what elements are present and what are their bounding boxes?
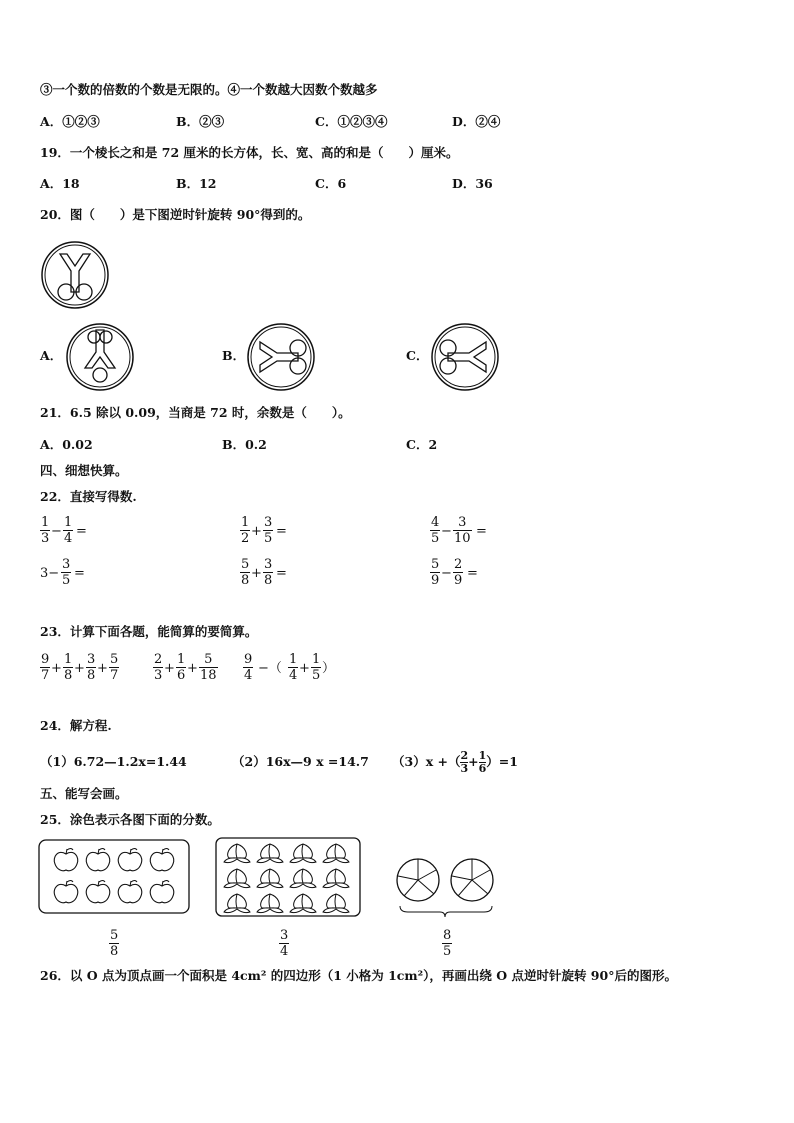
minus-sign: − bbox=[441, 566, 452, 581]
plus-sign: + bbox=[468, 754, 479, 769]
plus-sign: + bbox=[164, 661, 175, 676]
plus-sign: + bbox=[51, 661, 62, 676]
peach-icon[interactable] bbox=[290, 894, 316, 913]
q24-equation-3-suffix: ）=1 bbox=[486, 754, 518, 769]
q21-option-b[interactable]: B．0.2 bbox=[222, 437, 267, 452]
three-minus: 3− bbox=[40, 566, 60, 581]
peach-icon[interactable] bbox=[257, 894, 283, 913]
section-4-heading: 四、细想快算。 bbox=[40, 463, 128, 478]
fraction: 3 5 bbox=[264, 515, 273, 546]
peach-icon[interactable] bbox=[224, 869, 250, 888]
fraction: 1 3 bbox=[41, 515, 50, 546]
equals-sign: = bbox=[276, 524, 287, 539]
fraction: 4 5 bbox=[431, 515, 440, 546]
peach-icon[interactable] bbox=[257, 844, 283, 863]
q19-option-b[interactable]: B．12 bbox=[176, 176, 217, 191]
apple-icon[interactable] bbox=[54, 881, 78, 903]
fraction: 5 7 bbox=[110, 652, 119, 683]
q18-option-a[interactable]: A．①②③ bbox=[40, 114, 100, 129]
q20-stem: 20．图（ ）是下图逆时针旋转 90°得到的。 bbox=[40, 207, 311, 222]
q18-option-c[interactable]: C．①②③④ bbox=[315, 114, 388, 129]
q24-equation-3 bbox=[392, 746, 518, 778]
plus-sign: + bbox=[97, 661, 108, 676]
plus-sign: + bbox=[74, 661, 85, 676]
close-paren: ） bbox=[322, 661, 336, 676]
fraction: 3 8 bbox=[264, 557, 273, 588]
apple-icon[interactable] bbox=[86, 849, 110, 871]
minus-sign: − bbox=[51, 524, 62, 539]
q20-option-b-label[interactable]: B． bbox=[222, 348, 246, 363]
q20-option-a-label[interactable]: A． bbox=[40, 348, 63, 363]
equals-sign: = bbox=[467, 566, 478, 581]
q20-option-a-figure[interactable] bbox=[65, 322, 135, 392]
fraction: 1 4 bbox=[289, 652, 298, 683]
fraction: 1 5 bbox=[312, 652, 321, 683]
q24-equation-2: （2）16x—9 x =14.7 bbox=[232, 754, 369, 769]
q26-stem: 26．以 O 点为顶点画一个面积是 4cm² 的四边形（1 小格为 1cm²），再画出绕 O 点逆时针旋转 90°后的图形。 bbox=[40, 968, 677, 983]
q20-option-c-figure[interactable] bbox=[430, 322, 500, 392]
q19-option-a[interactable]: A．18 bbox=[40, 176, 80, 191]
q25-circle-pair[interactable] bbox=[396, 856, 496, 918]
peach-icon[interactable] bbox=[257, 869, 283, 888]
apple-icon[interactable] bbox=[86, 881, 110, 903]
fraction: 1 4 bbox=[64, 515, 73, 546]
equals-sign: = bbox=[76, 524, 87, 539]
q24-equation-3-prefix: （3）x +（ bbox=[392, 754, 461, 769]
peach-icon[interactable] bbox=[290, 844, 316, 863]
q25-fraction-apples: 5 8 bbox=[110, 928, 119, 959]
q22-stem: 22．直接写得数. bbox=[40, 489, 137, 504]
fraction: 1 8 bbox=[64, 652, 73, 683]
q19-stem: 19．一个棱长之和是 72 厘米的长方体，长、宽、高的和是（ ）厘米。 bbox=[40, 145, 459, 160]
peach-icon[interactable] bbox=[323, 894, 349, 913]
fraction: 1 6 bbox=[177, 652, 186, 683]
q20-option-b-figure[interactable] bbox=[246, 322, 316, 392]
fraction: 2 3 bbox=[460, 748, 469, 775]
fraction: 3 5 bbox=[62, 557, 71, 588]
fraction: 2 3 bbox=[154, 652, 163, 683]
q20-option-c-label[interactable]: C． bbox=[406, 348, 429, 363]
fraction: 1 2 bbox=[241, 515, 250, 546]
peach-icon[interactable] bbox=[224, 894, 250, 913]
fraction: 3 8 bbox=[87, 652, 96, 683]
q18-statement-tail: ③一个数的倍数的个数是无限的。④一个数越大因数个数越多 bbox=[40, 82, 378, 97]
fraction: 9 4 bbox=[244, 652, 253, 683]
equals-sign: = bbox=[476, 524, 487, 539]
q18-option-d[interactable]: D．②④ bbox=[452, 114, 501, 129]
q24-stem: 24．解方程. bbox=[40, 718, 112, 733]
apple-icon[interactable] bbox=[150, 849, 174, 871]
q25-fraction-peaches: 3 4 bbox=[280, 928, 289, 959]
minus-sign: − bbox=[441, 524, 452, 539]
peach-icon[interactable] bbox=[290, 869, 316, 888]
fraction: 5 9 bbox=[431, 557, 440, 588]
q21-stem: 21．6.5 除以 0.09，当商是 72 时，余数是（ ）。 bbox=[40, 405, 351, 420]
plus-sign: + bbox=[299, 661, 310, 676]
peach-icon[interactable] bbox=[323, 869, 349, 888]
q25-apple-box[interactable] bbox=[38, 839, 190, 914]
q21-option-a[interactable]: A．0.02 bbox=[40, 437, 93, 452]
q24-equation-1: （1）6.72—1.2x=1.44 bbox=[40, 754, 187, 769]
peach-icon[interactable] bbox=[224, 844, 250, 863]
q25-fraction-circles: 8 5 bbox=[443, 928, 452, 959]
minus-paren: −（ bbox=[258, 661, 282, 676]
fraction: 9 7 bbox=[41, 652, 50, 683]
apple-icon[interactable] bbox=[150, 881, 174, 903]
q19-option-c[interactable]: C．6 bbox=[315, 176, 347, 191]
fraction: 3 10 bbox=[454, 515, 471, 546]
equals-sign: = bbox=[74, 566, 85, 581]
fraction: 1 6 bbox=[478, 748, 487, 775]
apple-icon[interactable] bbox=[118, 881, 142, 903]
fraction: 5 18 bbox=[200, 652, 217, 683]
apple-icon[interactable] bbox=[54, 849, 78, 871]
apple-icon[interactable] bbox=[118, 849, 142, 871]
equals-sign: = bbox=[276, 566, 287, 581]
plus-sign: + bbox=[187, 661, 198, 676]
q25-peach-box[interactable] bbox=[215, 837, 361, 917]
plus-sign: + bbox=[251, 566, 262, 581]
section-5-heading: 五、能写会画。 bbox=[40, 786, 128, 801]
q21-option-c[interactable]: C．2 bbox=[406, 437, 438, 452]
q19-option-d[interactable]: D．36 bbox=[452, 176, 493, 191]
peach-icon[interactable] bbox=[323, 844, 349, 863]
q20-original-figure bbox=[40, 240, 110, 310]
fraction: 2 9 bbox=[454, 557, 463, 588]
q23-stem: 23．计算下面各题，能简算的要简算。 bbox=[40, 624, 258, 639]
fraction: 5 8 bbox=[241, 557, 250, 588]
q25-stem: 25．涂色表示各图下面的分数。 bbox=[40, 812, 220, 827]
plus-sign: + bbox=[251, 524, 262, 539]
q18-option-b[interactable]: B．②③ bbox=[176, 114, 225, 129]
